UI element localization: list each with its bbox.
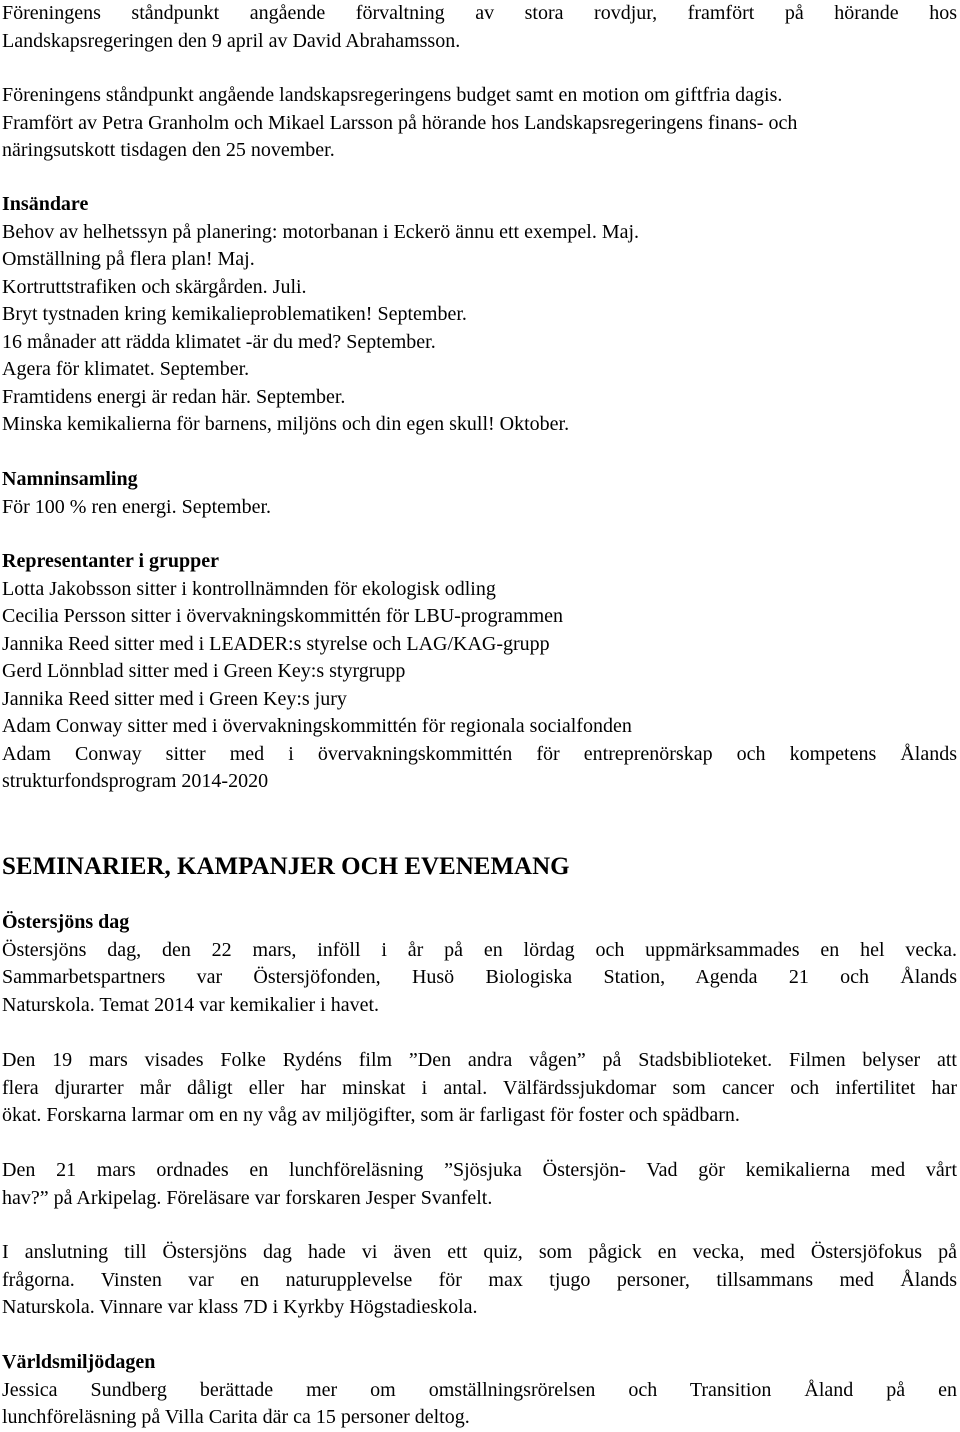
chapter-heading: SEMINARIER, KAMPANJER OCH EVENEMANG <box>2 853 570 880</box>
section-heading: Världsmiljödagen <box>2 1351 156 1373</box>
text-line: Naturskola. Temat 2014 var kemikalier i havet. <box>2 993 380 1016</box>
text-line: frågorna. Vinsten var en naturupplevelse för max tjugo personer, tillsammans med Ålands <box>2 1268 957 1291</box>
list-item: Minska kemikalierna för barnens, miljöns och din egen skull! Oktober. <box>2 413 570 435</box>
subsection-varldsmiljodagen <box>2 1349 957 1432</box>
list-item: Adam Conway sitter med i övervakningskommittén för regionala socialfonden <box>2 715 632 737</box>
list-item: Adam Conway sitter med i övervakningskommittén för entreprenörskap och kompetens Ålands <box>2 742 957 765</box>
list-item: 16 månader att rädda klimatet -är du med? September. <box>2 330 436 353</box>
section-representanter <box>2 548 957 796</box>
text-line: hav?” på Arkipelag. Föreläsare var forskaren Jesper Svanfelt. <box>2 1186 493 1209</box>
text-line: Föreningens ståndpunkt angående landskapsregeringens budget samt en motion om giftfria dagis. <box>2 84 783 106</box>
paragraph-rovdjur <box>2 0 957 55</box>
list-item: Cecilia Persson sitter i övervakningskommittén för LBU-programmen <box>2 605 563 627</box>
text-line: Naturskola. Vinnare var klass 7D i Kyrkby Högstadieskola. <box>2 1296 478 1318</box>
text-line: Sammarbetspartners var Östersjöfonden, Husö Biologiska Station, Agenda 21 och Ålands <box>2 966 957 988</box>
text-line: näringsutskott tisdagen den 25 november. <box>2 139 335 161</box>
list-item: Jannika Reed sitter med i Green Key:s jury <box>2 687 347 710</box>
text-line: Den 21 mars ordnades en lunchföreläsning ”Sjösjuka Östersjön- Vad gör kemikalierna med vårt <box>2 1159 957 1181</box>
text-line: lunchföreläsning på Villa Carita där ca 15 personer deltog. <box>2 1406 470 1428</box>
list-item: Behov av helhetssyn på planering: motorbanan i Eckerö ännu ett exempel. Maj. <box>2 220 640 243</box>
text-line: Östersjöns dag, den 22 mars, inföll i år på en lördag och uppmärksammades en hel vecka. <box>2 938 957 961</box>
section-heading: Östersjöns dag <box>2 911 130 933</box>
list-item: Jannika Reed sitter med i LEADER:s styrelse och LAG/KAG-grupp <box>2 632 550 655</box>
text-line: Jessica Sundberg berättade mer om omställningsrörelsen och Transition Åland på en <box>2 1378 957 1401</box>
list-item: Omställning på flera plan! Maj. <box>2 248 255 270</box>
text-line: Den 19 mars visades Folke Rydéns film ”Den andra vågen” på Stadsbiblioteket. Filmen belyser att <box>2 1049 957 1071</box>
list-item: Bryt tystnaden kring kemikalieproblematiken! September. <box>2 303 467 325</box>
paragraph-film <box>2 1047 957 1130</box>
list-item: Agera för klimatet. September. <box>2 358 250 380</box>
text-line: I anslutning till Östersjöns dag hade vi även ett quiz, som pågick en vecka, med Östersjöfokus på <box>2 1241 957 1263</box>
section-namninsamling <box>2 466 957 521</box>
list-item: Framtidens energi är redan här. September. <box>2 385 346 408</box>
section-heading: Namninsamling <box>2 468 138 490</box>
list-item: strukturfondsprogram 2014-2020 <box>2 770 269 792</box>
paragraph-budget <box>2 82 957 165</box>
text-line: ökat. Forskarna larmar om en ny våg av miljögifter, som är farligast för foster och spädbarn. <box>2 1104 740 1126</box>
text-line: Framfört av Petra Granholm och Mikael Larsson på hörande hos Landskapsregeringens finans- och <box>2 111 798 134</box>
subsection-ostersjons-dag <box>2 909 957 1019</box>
text-line: flera djurarter mår dåligt eller har minskat i antal. Välfärdssjukdomar som cancer och infertilitet har <box>2 1076 957 1099</box>
list-item: Lotta Jakobsson sitter i kontrollnämnden för ekologisk odling <box>2 577 496 600</box>
section-insandare <box>2 191 957 439</box>
section-heading: Insändare <box>2 193 89 215</box>
section-heading: Representanter i grupper <box>2 550 220 572</box>
text-line: Landskapsregeringen den 9 april av David Abrahamsson. <box>2 29 461 52</box>
paragraph-lunchforelasning <box>2 1157 957 1212</box>
paragraph-quiz <box>2 1239 957 1322</box>
list-item: För 100 % ren energi. September. <box>2 495 272 518</box>
text-line: Föreningens ståndpunkt angående förvaltning av stora rovdjur, framfört på hörande hos <box>2 2 957 24</box>
list-item: Kortruttstrafiken och skärgården. Juli. <box>2 275 307 298</box>
list-item: Gerd Lönnblad sitter med i Green Key:s styrgrupp <box>2 660 406 682</box>
section-seminarier <box>2 852 957 882</box>
